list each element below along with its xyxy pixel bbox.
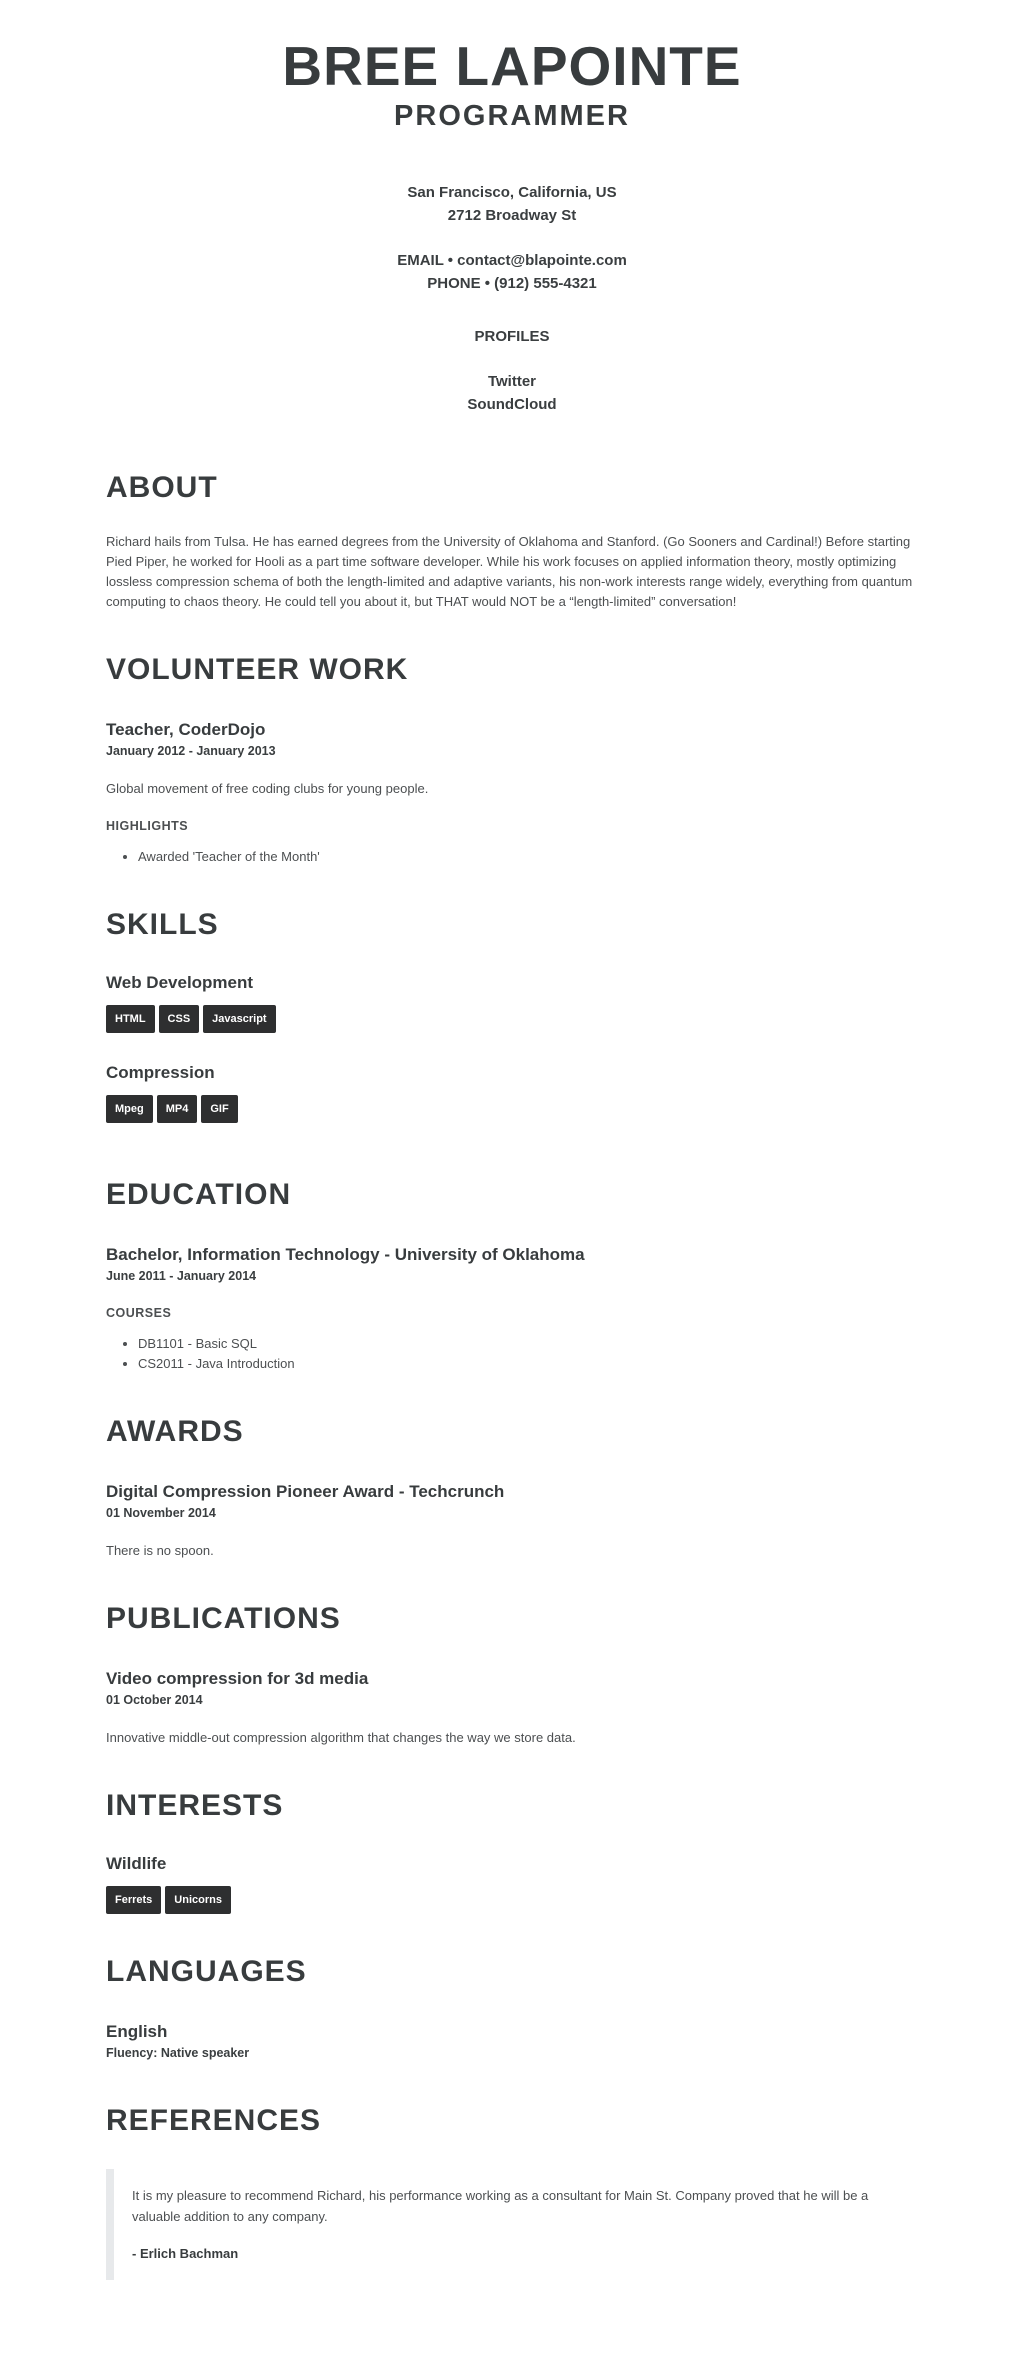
volunteer-heading: VOLUNTEER WORK [106, 653, 409, 687]
volunteer-highlight-item: • Awarded 'Teacher of the Month' [138, 847, 918, 867]
contact-block [106, 181, 918, 416]
contact-phone-line: PHONE • (912) 555-4321 [427, 275, 597, 293]
skill-group-web-development [106, 971, 918, 1033]
volunteer-highlights-label: HIGHLIGHTS [106, 819, 189, 834]
education-course-item: • CS2011 - Java Introduction [138, 1354, 918, 1374]
publication-item-summary: Innovative middle-out compression algorithm that changes the way we store data. [106, 1730, 576, 1746]
section-education [106, 1177, 918, 1374]
section-publications [106, 1601, 918, 1748]
skill-tag-gif: GIF [201, 1095, 237, 1123]
languages-heading: LANGUAGES [106, 1955, 307, 1989]
profile-link-twitter[interactable]: Twitter [487, 373, 537, 391]
skill-tag-mpeg: Mpeg [106, 1095, 153, 1123]
education-courses-list [106, 1334, 918, 1374]
education-course-item: • DB1101 - Basic SQL [138, 1334, 918, 1354]
skill-group-compression [106, 1061, 918, 1123]
interests-heading: INTERESTS [106, 1789, 284, 1823]
profiles-list [106, 370, 918, 416]
volunteer-item [106, 718, 918, 867]
section-interests [106, 1788, 918, 1914]
award-item-summary: There is no spoon. [106, 1543, 214, 1559]
publication-item-date: 01 October 2014 [106, 1693, 203, 1708]
award-item [106, 1480, 918, 1561]
education-item [106, 1243, 918, 1374]
publications-heading: PUBLICATIONS [106, 1602, 341, 1636]
profiles-label: PROFILES [474, 328, 550, 346]
skill-tag-mp4: MP4 [157, 1095, 198, 1123]
skill-group-name: Compression [106, 1063, 215, 1083]
candidate-name: BREE LAPOINTE [282, 35, 742, 97]
section-languages [106, 1954, 918, 2063]
section-awards [106, 1414, 918, 1561]
language-fluency: Fluency: Native speaker [106, 2046, 250, 2061]
volunteer-highlights-list [106, 847, 918, 867]
language-item [106, 2020, 918, 2063]
awards-heading: AWARDS [106, 1415, 244, 1449]
publication-item-title: Video compression for 3d media [106, 1669, 369, 1689]
reference-quote-name: - Erlich Bachman [132, 2246, 239, 2262]
education-item-dates: June 2011 - January 2014 [106, 1269, 257, 1284]
about-text: Richard hails from Tulsa. He has earned degrees from the University of Oklahoma and Stanford. (Go Sooners and Cardinal!) Before starting Pied Piper, he worked for Hooli as a part time software developer. While his work focuses on applied information theory, mostly optimizing lossless compression schema of both the length-limited and adaptive variants, his non-work interests range widely, everything from quantum computing to chaos theory. He could tell you about it, but THAT would NOT be a “length-limited” conversation! [106, 534, 913, 610]
contact-location-line2: 2712 Broadway St [447, 207, 577, 225]
interest-group-wildlife [106, 1852, 918, 1914]
reference-quote-text: It is my pleasure to recommend Richard, his performance working as a consultant for Main St. Company proved that he will be a valuable addition to any company. [132, 2188, 869, 2225]
section-references [106, 2103, 918, 2280]
contact-email-phone [106, 249, 918, 295]
skill-tag-html: HTML [106, 1005, 155, 1033]
contact-location-line1: San Francisco, California, US [407, 184, 617, 202]
interest-tag-ferrets: Ferrets [106, 1886, 161, 1914]
skill-tag-row [106, 1005, 918, 1033]
publication-item [106, 1667, 918, 1748]
profile-link-soundcloud[interactable]: SoundCloud [467, 396, 557, 414]
skill-group-name: Web Development [106, 973, 254, 993]
skill-tag-javascript: Javascript [203, 1005, 275, 1033]
award-item-title: Digital Compression Pioneer Award - Techcrunch [106, 1482, 505, 1502]
award-item-date: 01 November 2014 [106, 1506, 216, 1521]
volunteer-item-summary: Global movement of free coding clubs for young people. [106, 781, 429, 797]
language-name: English [106, 2022, 168, 2042]
references-heading: REFERENCES [106, 2104, 322, 2138]
education-item-title: Bachelor, Information Technology - University of Oklahoma [106, 1245, 585, 1265]
section-volunteer [106, 652, 918, 867]
reference-quote [106, 2169, 918, 2280]
skill-tag-row [106, 1095, 918, 1123]
interest-tag-row [106, 1886, 918, 1914]
resume-header [106, 36, 918, 416]
skill-tag-css: CSS [159, 1005, 200, 1033]
education-heading: EDUCATION [106, 1178, 292, 1212]
section-about [106, 470, 918, 612]
volunteer-item-dates: January 2012 - January 2013 [106, 744, 276, 759]
skills-heading: SKILLS [106, 908, 219, 942]
section-skills [106, 907, 918, 1123]
contact-email-line: EMAIL • contact@blapointe.com [397, 252, 627, 270]
candidate-title: PROGRAMMER [394, 99, 630, 132]
interest-group-name: Wildlife [106, 1854, 167, 1874]
volunteer-item-title: Teacher, CoderDojo [106, 720, 266, 740]
interest-tag-unicorns: Unicorns [165, 1886, 231, 1914]
about-heading: ABOUT [106, 471, 218, 505]
education-courses-label: COURSES [106, 1306, 172, 1321]
